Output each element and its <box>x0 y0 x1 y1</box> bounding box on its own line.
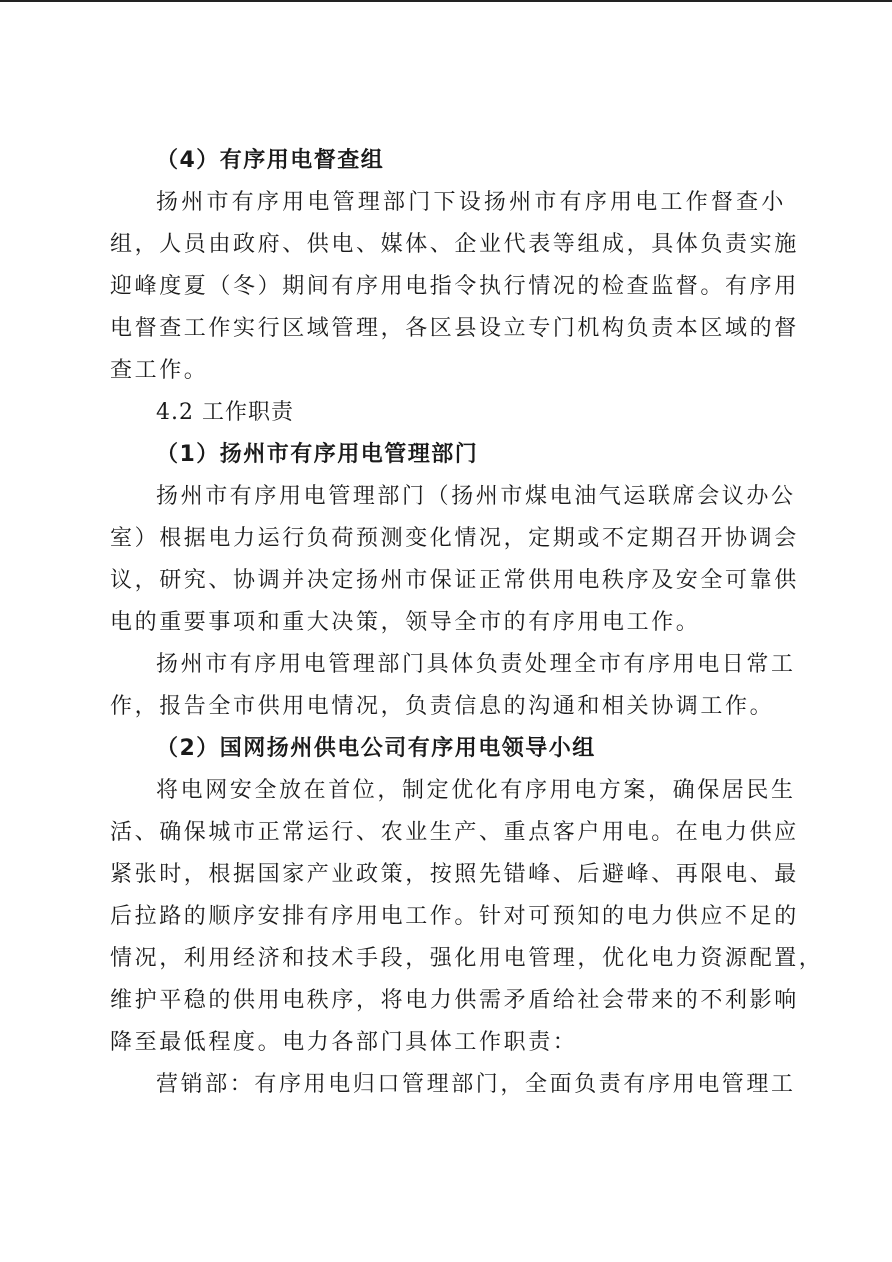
paragraph-line: 情况，利用经济和技术手段，强化用电管理，优化电力资源配置， <box>110 946 824 971</box>
paragraph-line: 室）根据电力运行负荷预测变化情况，定期或不定期召开协调会 <box>110 526 799 551</box>
paragraph-line: 降至最低程度。电力各部门具体工作职责： <box>110 1030 578 1055</box>
paragraph-line: 电的重要事项和重大决策，领导全市的有序用电工作。 <box>110 610 701 635</box>
paragraph-line: 扬州市有序用电管理部门具体负责处理全市有序用电日常工 <box>156 652 796 677</box>
paragraph-line: 扬州市有序用电管理部门（扬州市煤电油气运联席会议办公 <box>156 484 796 509</box>
paragraph-line: 迎峰度夏（冬）期间有序用电指令执行情况的检查监督。有序用 <box>110 274 799 299</box>
paragraph-line: 紧张时，根据国家产业政策，按照先错峰、后避峰、再限电、最 <box>110 862 799 887</box>
heading-yangzhou-management-dept: （1）扬州市有序用电管理部门 <box>156 442 479 467</box>
paragraph-line: 扬州市有序用电管理部门下设扬州市有序用电工作督查小 <box>156 190 786 215</box>
paragraph-line: 活、确保城市正常运行、农业生产、重点客户用电。在电力供应 <box>110 820 799 845</box>
heading-supervision-group: （4）有序用电督查组 <box>156 148 385 173</box>
paragraph-line: 组，人员由政府、供电、媒体、企业代表等组成，具体负责实施 <box>110 232 799 257</box>
section-heading-4-2: 4.2 工作职责 <box>156 400 294 425</box>
paragraph-line: 电督查工作实行区域管理，各区县设立专门机构负责本区域的督 <box>110 316 799 341</box>
paragraph-line: 维护平稳的供用电秩序，将电力供需矛盾给社会带来的不利影响 <box>110 988 799 1013</box>
paragraph-line: 作，报告全市供用电情况，负责信息的沟通和相关协调工作。 <box>110 694 775 719</box>
paragraph-line: 将电网安全放在首位，制定优化有序用电方案，确保居民生 <box>156 778 796 803</box>
heading-state-grid-leading-group: （2）国网扬州供电公司有序用电领导小组 <box>156 736 596 761</box>
paragraph-line: 查工作。 <box>110 358 209 383</box>
paragraph-line: 后拉路的顺序安排有序用电工作。针对可预知的电力供应不足的 <box>110 904 799 929</box>
paragraph-line-marketing: 营销部：有序用电归口管理部门，全面负责有序用电管理工 <box>156 1072 796 1097</box>
paragraph-line: 议，研究、协调并决定扬州市保证正常供用电秩序及安全可靠供 <box>110 568 799 593</box>
